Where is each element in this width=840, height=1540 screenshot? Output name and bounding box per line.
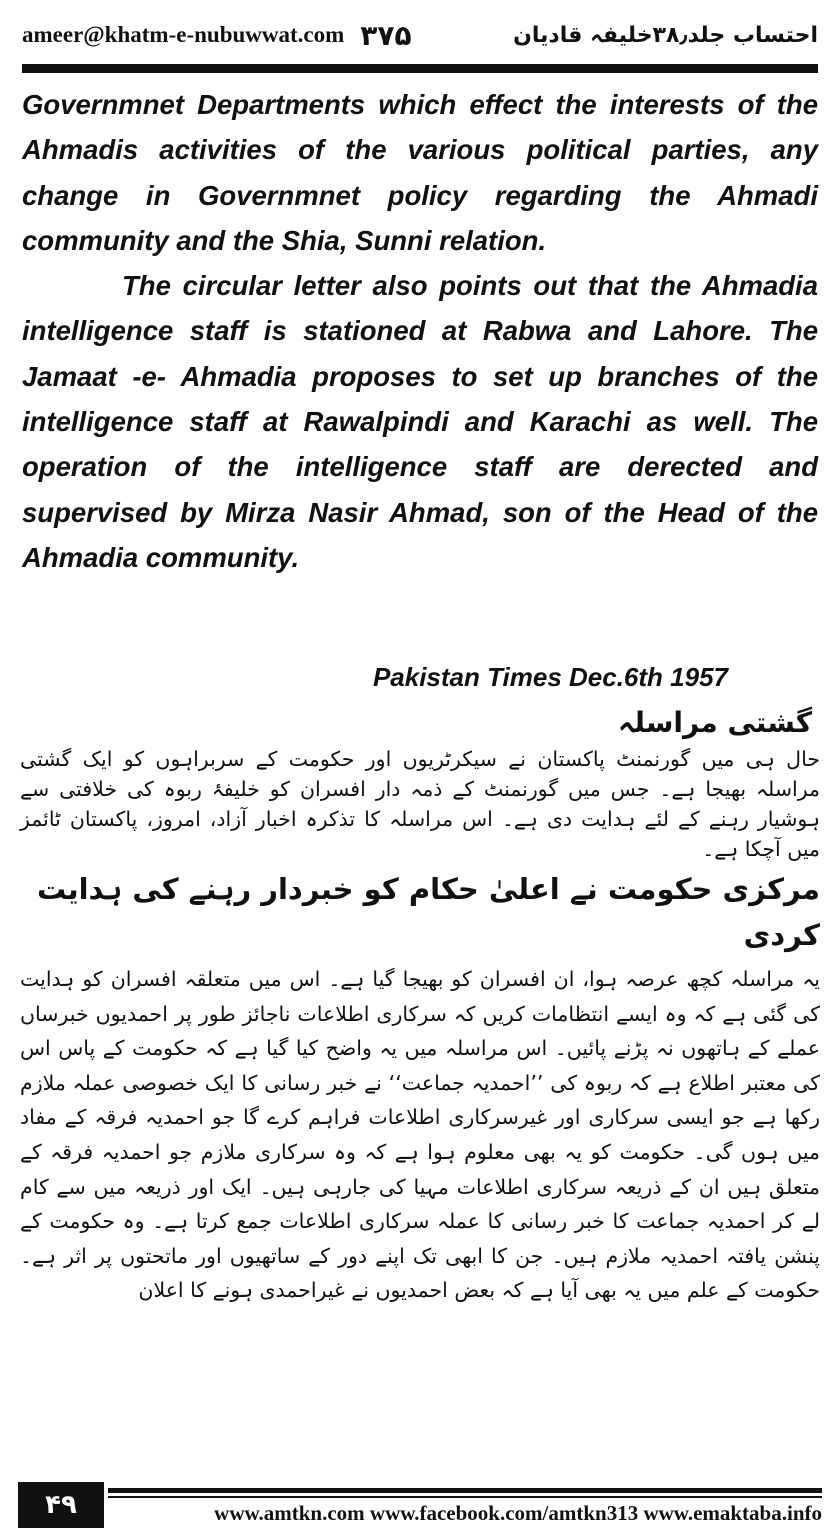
urdu-title: گشتی مراسلہ [617, 706, 812, 739]
urdu-heading: مرکزی حکومت نے اعلیٰ حکام کو خبردار رہنے کی ہدایت کردی [37, 872, 820, 952]
urdu-paragraph-1: حال ہی میں گورنمنٹ پاکستان نے سیکرٹریوں اور حکومت کے سربراہوں کو ایک گشتی مراسلہ بھیجا ہے۔ جس میں گورنمنٹ کے ذمہ دار افسران کو خلیفۂ ربوہ کی خلافتی سے ہوشیار رہنے کے لئے ہدایت دی ہے۔ اس مراسلہ کا تذکرہ اخبار آزاد، امروز، پاکستان ٹائمز میں آچکا ہے۔ [20, 747, 820, 861]
english-paragraph-1: Governmnet Departments which effect the interests of the Ahmadis activities of the various political parties, any change in Governmnet policy regarding the Ahmadi community and the Shia, Sunni relation. [22, 89, 818, 256]
page-footer [18, 1482, 822, 1528]
footer-rule-thin [108, 1496, 822, 1498]
header-email: ameer@khatm-e-nubuwwat.com [22, 22, 345, 47]
urdu-text-block [20, 702, 820, 1308]
footer-rule-thick [108, 1488, 822, 1493]
header-divider [22, 64, 818, 73]
footer-urls[interactable]: www.amtkn.com www.facebook.com/amtkn313 www.emaktaba.info [214, 1501, 822, 1525]
english-paragraph-2: The circular letter also points out that the Ahmadia intelligence staff is stationed at Rabwa and Lahore. The Jamaat -e- Ahmadia proposes to set up branches of the intelligence staff at Rawalpindi and Karachi as well. The operation of the intelligence staff are derected and supervised by Mirza Nasir Ahmad, son of the Head of the Ahmadia community. [22, 270, 818, 573]
footer-page-number: ۴۹ [18, 1482, 104, 1528]
header-left [22, 19, 412, 52]
page-header [22, 10, 818, 60]
urdu-paragraph-2: یہ مراسلہ کچھ عرصہ ہوا، ان افسران کو بھیجا گیا ہے۔ اس میں متعلقہ افسران کو ہدایت کی گئی ہے کہ وہ ایسے انتظامات کریں کہ سرکاری اطلاعات ناجائز طور پر احمدیوں خبرساں عملے کے ہاتھوں نہ پڑنے پائیں۔ اس مراسلہ میں یہ واضح کیا گیا ہے کہ حکومت کے پاس اس کی معتبر اطلاع ہے کہ ربوہ کی ’’احمدیہ جماعت‘‘ نے خبر رسانی کا ایک خصوصی عملہ ملازم رکھا ہے جو ایسی سرکاری اور غیرسرکاری اطلاعات فراہم کرے گا جو احمدیہ فرقہ کے مفاد میں ہوں گی۔ حکومت کو یہ بھی معلوم ہوا ہے کہ وہ سرکاری ملازم جو احمدیہ فرقہ کے متعلق ہیں ان کے ذریعہ سرکاری اطلاعات مہیا کی جارہی ہیں۔ ایک اور ذریعہ میں سے کام لے کر احمدیہ جماعت کا خبر رسانی کا عملہ سرکاری اطلاعات جمع کرتا ہے۔ وہ حکومت کے پنشن یافتہ احمدیہ ملازم ہیں۔ جن کا ابھی تک اپنے دور کے ساتھیوں اور ماتحتوں پر اثر ہے۔ حکومت کے علم میں یہ بھی آیا ہے کہ بعض احمدیوں نے غیراحمدی ہونے کا اعلان [20, 967, 820, 1303]
header-book-title: احتساب جلد۳۸٫خلیفہ قادیان [513, 22, 818, 48]
header-page-number: ۳۷۵ [360, 18, 412, 52]
citation: Pakistan Times Dec.6th 1957 [372, 662, 728, 692]
english-text-block [22, 82, 818, 580]
